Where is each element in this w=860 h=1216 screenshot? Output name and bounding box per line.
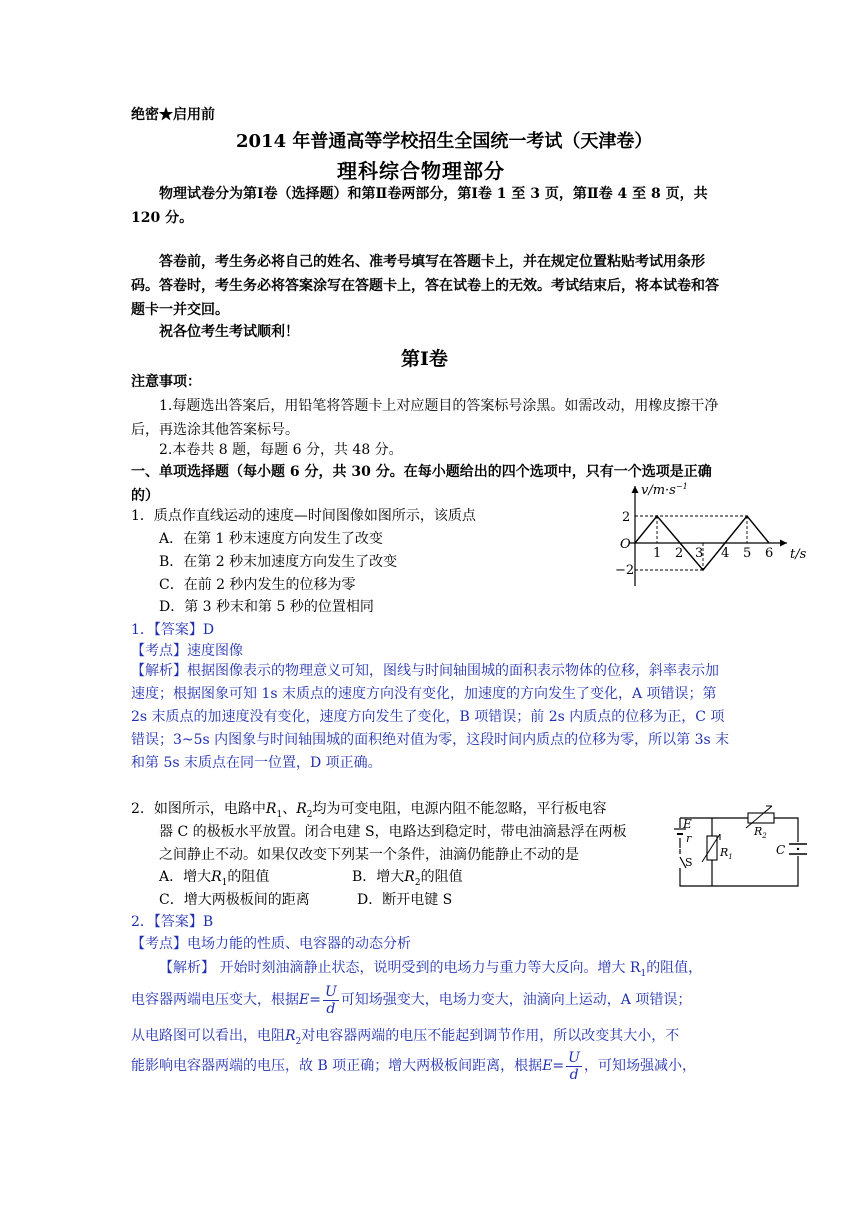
- intro-paragraph-1: 物理试卷分为第Ⅰ卷（选择题）和第Ⅱ卷两部分，第Ⅰ卷 1 至 3 页，第Ⅱ卷 4 至 8 页，共 120 分。: [131, 186, 708, 226]
- section-title: 第Ⅰ卷: [401, 348, 448, 370]
- r1-resistor: [707, 836, 717, 860]
- y-tick-2: 2: [622, 510, 631, 525]
- x-axis-label: t/s: [790, 547, 807, 562]
- q1-option-c: C．在前 2 秒内发生的位移为零: [159, 577, 356, 593]
- q2-topic: 【考点】电场力能的性质、电容器的动态分析: [131, 936, 411, 952]
- q2-option-b: B．增大$R_2$的阻值: [352, 869, 463, 888]
- x-tick-2: 2: [675, 546, 684, 561]
- note-1: 1.每题选出答案后，用铅笔将答题卡上对应题目的答案标号涂黑。如需改动，用橡皮擦干净后，再选涂其他答案标号。: [131, 398, 719, 438]
- q1-vt-graph: [605, 478, 815, 590]
- q1-stem: 1．质点作直线运动的速度—时间图像如图所示，该质点: [131, 508, 476, 524]
- q1-answer: 1．【答案】D: [131, 622, 215, 638]
- x-tick-1: 1: [653, 546, 662, 561]
- q2-stem-line3: 之间静止不动。如果仅改变下列某一个条件，油滴仍能静止不动的是: [159, 847, 579, 863]
- q2-analysis-line4: 能影响电容器两端的电压，故 B 项正确；增大两极板间距离，根据E= $\frac{U}{d}$ ，可知场强减小，: [131, 1049, 696, 1083]
- r2-resistor: [748, 813, 774, 823]
- label-S: S: [685, 856, 693, 869]
- q2-analysis-line2: 电容器两端电压变大，根据E= $\frac{U}{d}$ 可知场强变大，电场力变大，油滴向上运动，A 项错误；: [131, 983, 692, 1017]
- part1-heading: 一、单项选择题（每小题 6 分，共 30 分。在每小题给出的四个选项中，只有一个选项是正确的）: [131, 464, 712, 504]
- note-2: 2.本卷共 8 题，每题 6 分，共 48 分。: [159, 442, 403, 458]
- y-axis-label: $v/m\cdot s^{-1}$: [641, 482, 688, 498]
- q1-option-d: D．第 3 秒末和第 5 秒的位置相同: [159, 599, 374, 615]
- q1-option-b: B．在第 2 秒末加速度方向发生了改变: [159, 554, 398, 570]
- formula-fraction: $\frac{U}{d}$: [324, 983, 337, 1017]
- notes-heading: 注意事项：: [131, 374, 201, 390]
- exam-title: 2014 年普通高等学校招生全国统一考试（天津卷）: [236, 131, 653, 152]
- subject-title: 理科综合物理部分: [337, 159, 505, 183]
- y-tick-neg2: −2: [615, 563, 635, 578]
- label-R1: $R_1$: [720, 846, 733, 861]
- x-tick-5: 5: [743, 546, 752, 561]
- q2-answer: 2．【答案】B: [131, 914, 214, 930]
- q2-analysis-line3: 从电路图可以看出，电阻$R_2$对电容器两端的电压不能起到调节作用，所以改变其大小，不: [131, 1028, 680, 1047]
- q1-analysis: 【解析】根据图像表示的物理意义可知，图线与时间轴围城的面积表示物体的位移，斜率表示加速度；根据图象可知 1s 末质点的速度方向没有变化，加速度的方向发生了变化，A 项错误；第 2s 末质点的加速度没有变化，速度方向发生了变化，B 项错误；前 2s 内质点的位移为正，C 项错误；3~5s 内图象与时间轴围城的面积绝对值为零，这段时间内质点的位移为零，所以第 3s 末和第 5s 末质点在同一位置，D 项正确。: [131, 663, 730, 771]
- q1-topic: 【考点】速度图像: [131, 643, 243, 659]
- intro-paragraph-2: 答卷前，考生务必将自己的姓名、准考号填写在答题卡上，并在规定位置粘贴考试用条形码。答卷时，考生务必将答案涂写在答题卡上，答在试卷上的无效。考试结束后，将本试卷和答题卡一并交回。: [131, 254, 719, 318]
- label-E: E: [683, 817, 692, 831]
- x-tick-3: 3: [695, 546, 704, 561]
- label-R2: $R_2$: [754, 825, 767, 840]
- q2-option-a: A．增大$R_1$的阻值: [159, 869, 270, 888]
- oil-drop: [797, 848, 799, 850]
- q2-stem-line1: 2．如图所示，电路中$R_1$、$R_2$均为可变电阻，电源内阻不能忽略，平行板电容: [131, 801, 607, 820]
- label-r: r: [686, 832, 692, 845]
- x-tick-4: 4: [721, 546, 730, 561]
- q2-analysis-line1: 【解析】 开始时刻油滴静止状态，说明受到的电场力与重力等大反向。增大 $R_1$的阻值，: [159, 960, 703, 979]
- label-C: C: [776, 843, 786, 857]
- formula-fraction-2: $\frac{U}{d}$: [568, 1049, 580, 1083]
- secret-mark: 绝密★启用前: [131, 107, 215, 123]
- x-tick-6: 6: [765, 546, 774, 561]
- q1-option-a: A．在第 1 秒末速度方向发生了改变: [159, 531, 383, 547]
- q2-option-c: C．增大两极板间的距离: [159, 892, 310, 908]
- intro-paragraph-3: 祝各位考生考试顺利！: [159, 324, 299, 340]
- origin-label: O: [620, 537, 631, 552]
- q2-option-d: D．断开电键 S: [357, 892, 453, 908]
- q2-circuit-diagram: [668, 798, 808, 890]
- q2-stem-line2: 器 C 的极板水平放置。闭合电建 S，电路达到稳定时，带电油滴悬浮在两板: [159, 824, 627, 840]
